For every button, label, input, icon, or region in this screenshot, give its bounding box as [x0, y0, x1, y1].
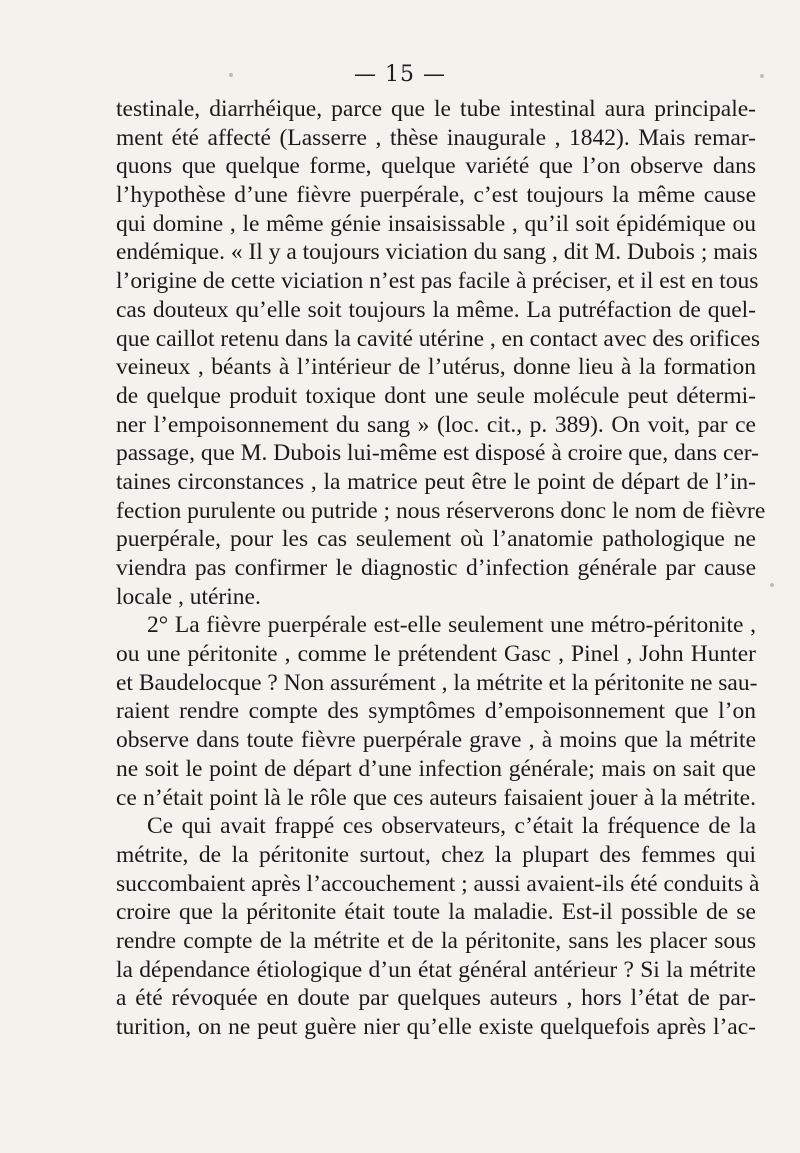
text-line: observe dans toute fièvre puerpérale grave , à moins que la métrite: [116, 727, 756, 754]
text-line: rendre compte de la métrite et de la péritonite, sans les placer sous: [116, 927, 756, 954]
text-line: veineux , béants à l’intérieur de l’utérus, donne lieu à la formation: [116, 354, 756, 381]
text-line: métrite, de la péritonite surtout, chez la plupart des femmes qui: [116, 841, 756, 868]
text-line: passage, que M. Dubois lui-même est disposé à croire que, dans cer-: [116, 440, 759, 467]
text-line: ner l’empoisonnement du sang » (loc. cit., p. 389). On voit, par ce: [116, 411, 756, 438]
text-line: turition, on ne peut guère nier qu’elle existe quelquefois après l’ac-: [116, 1014, 756, 1040]
text-line: quons que quelque forme, quelque variété que l’on observe dans: [116, 153, 756, 180]
text-line: ne soit le point de départ d’une infection générale; mais on sait que: [116, 755, 756, 782]
text-line: 2° La fièvre puerpérale est-elle seulement une métro-péritonite ,: [147, 612, 756, 639]
text-line: croire que la péritonite était toute la maladie. Est-il possible de se: [116, 899, 756, 926]
text-line: ou une péritonite , comme le prétendent Gasc , Pinel , John Hunter: [116, 641, 756, 668]
text-line: raient rendre compte des symptômes d’empoisonnement que l’on: [116, 698, 756, 725]
text-line: cas douteux qu’elle soit toujours la même. La putréfaction de quel-: [116, 296, 756, 323]
body-text: [116, 95, 766, 1042]
text-line: succombaient après l’accouchement ; aussi avaient-ils été conduits à: [116, 870, 760, 897]
text-line: testinale, diarrhéique, parce que le tube intestinal aura principale-: [116, 96, 756, 122]
page-number: — 15 —: [354, 62, 446, 87]
text-line: puerpérale, pour les cas seulement où l’anatomie pathologique ne: [116, 526, 756, 553]
paper-speck: [760, 74, 764, 78]
text-line: qui domine , le même génie insaisissable , qu’il soit épidémique ou: [116, 210, 756, 237]
text-line: de quelque produit toxique dont une seule molécule peut détermi-: [116, 382, 756, 409]
paper-speck: [229, 73, 233, 77]
text-line: l’origine de cette viciation n’est pas facile à préciser, et il est en tous: [116, 268, 759, 295]
text-line: que caillot retenu dans la cavité utérine , en contact avec des orifices: [116, 325, 760, 352]
text-line: la dépendance étiologique d’un état général antérieur ? Si la métrite: [116, 956, 756, 983]
text-line: taines circonstances , la matrice peut être le point de départ de l’in-: [116, 468, 756, 495]
text-line: fection purulente ou putride ; nous réserverons donc le nom de fièvre: [116, 497, 766, 524]
text-line: locale , utérine.: [116, 583, 261, 610]
text-line: et Baudelocque ? Non assurément , la métrite et la péritonite ne sau-: [116, 669, 758, 696]
paper-speck: [770, 583, 774, 587]
text-line: ce n’était point là le rôle que ces auteurs faisaient jouer à la métrite.: [116, 784, 756, 811]
text-line: ment été affecté (Lasserre , thèse inaugurale , 1842). Mais remar-: [116, 124, 756, 151]
text-line: viendra pas confirmer le diagnostic d’infection générale par cause: [116, 555, 756, 581]
text-line: endémique. « Il y a toujours viciation du sang , dit M. Dubois ; mais: [116, 239, 758, 266]
text-line: Ce qui avait frappé ces observateurs, c’était la fréquence de la: [147, 813, 756, 840]
text-line: a été révoquée en doute par quelques auteurs , hors l’état de par-: [116, 985, 756, 1012]
text-line: l’hypothèse d’une fièvre puerpérale, c’est toujours la même cause: [116, 182, 756, 209]
